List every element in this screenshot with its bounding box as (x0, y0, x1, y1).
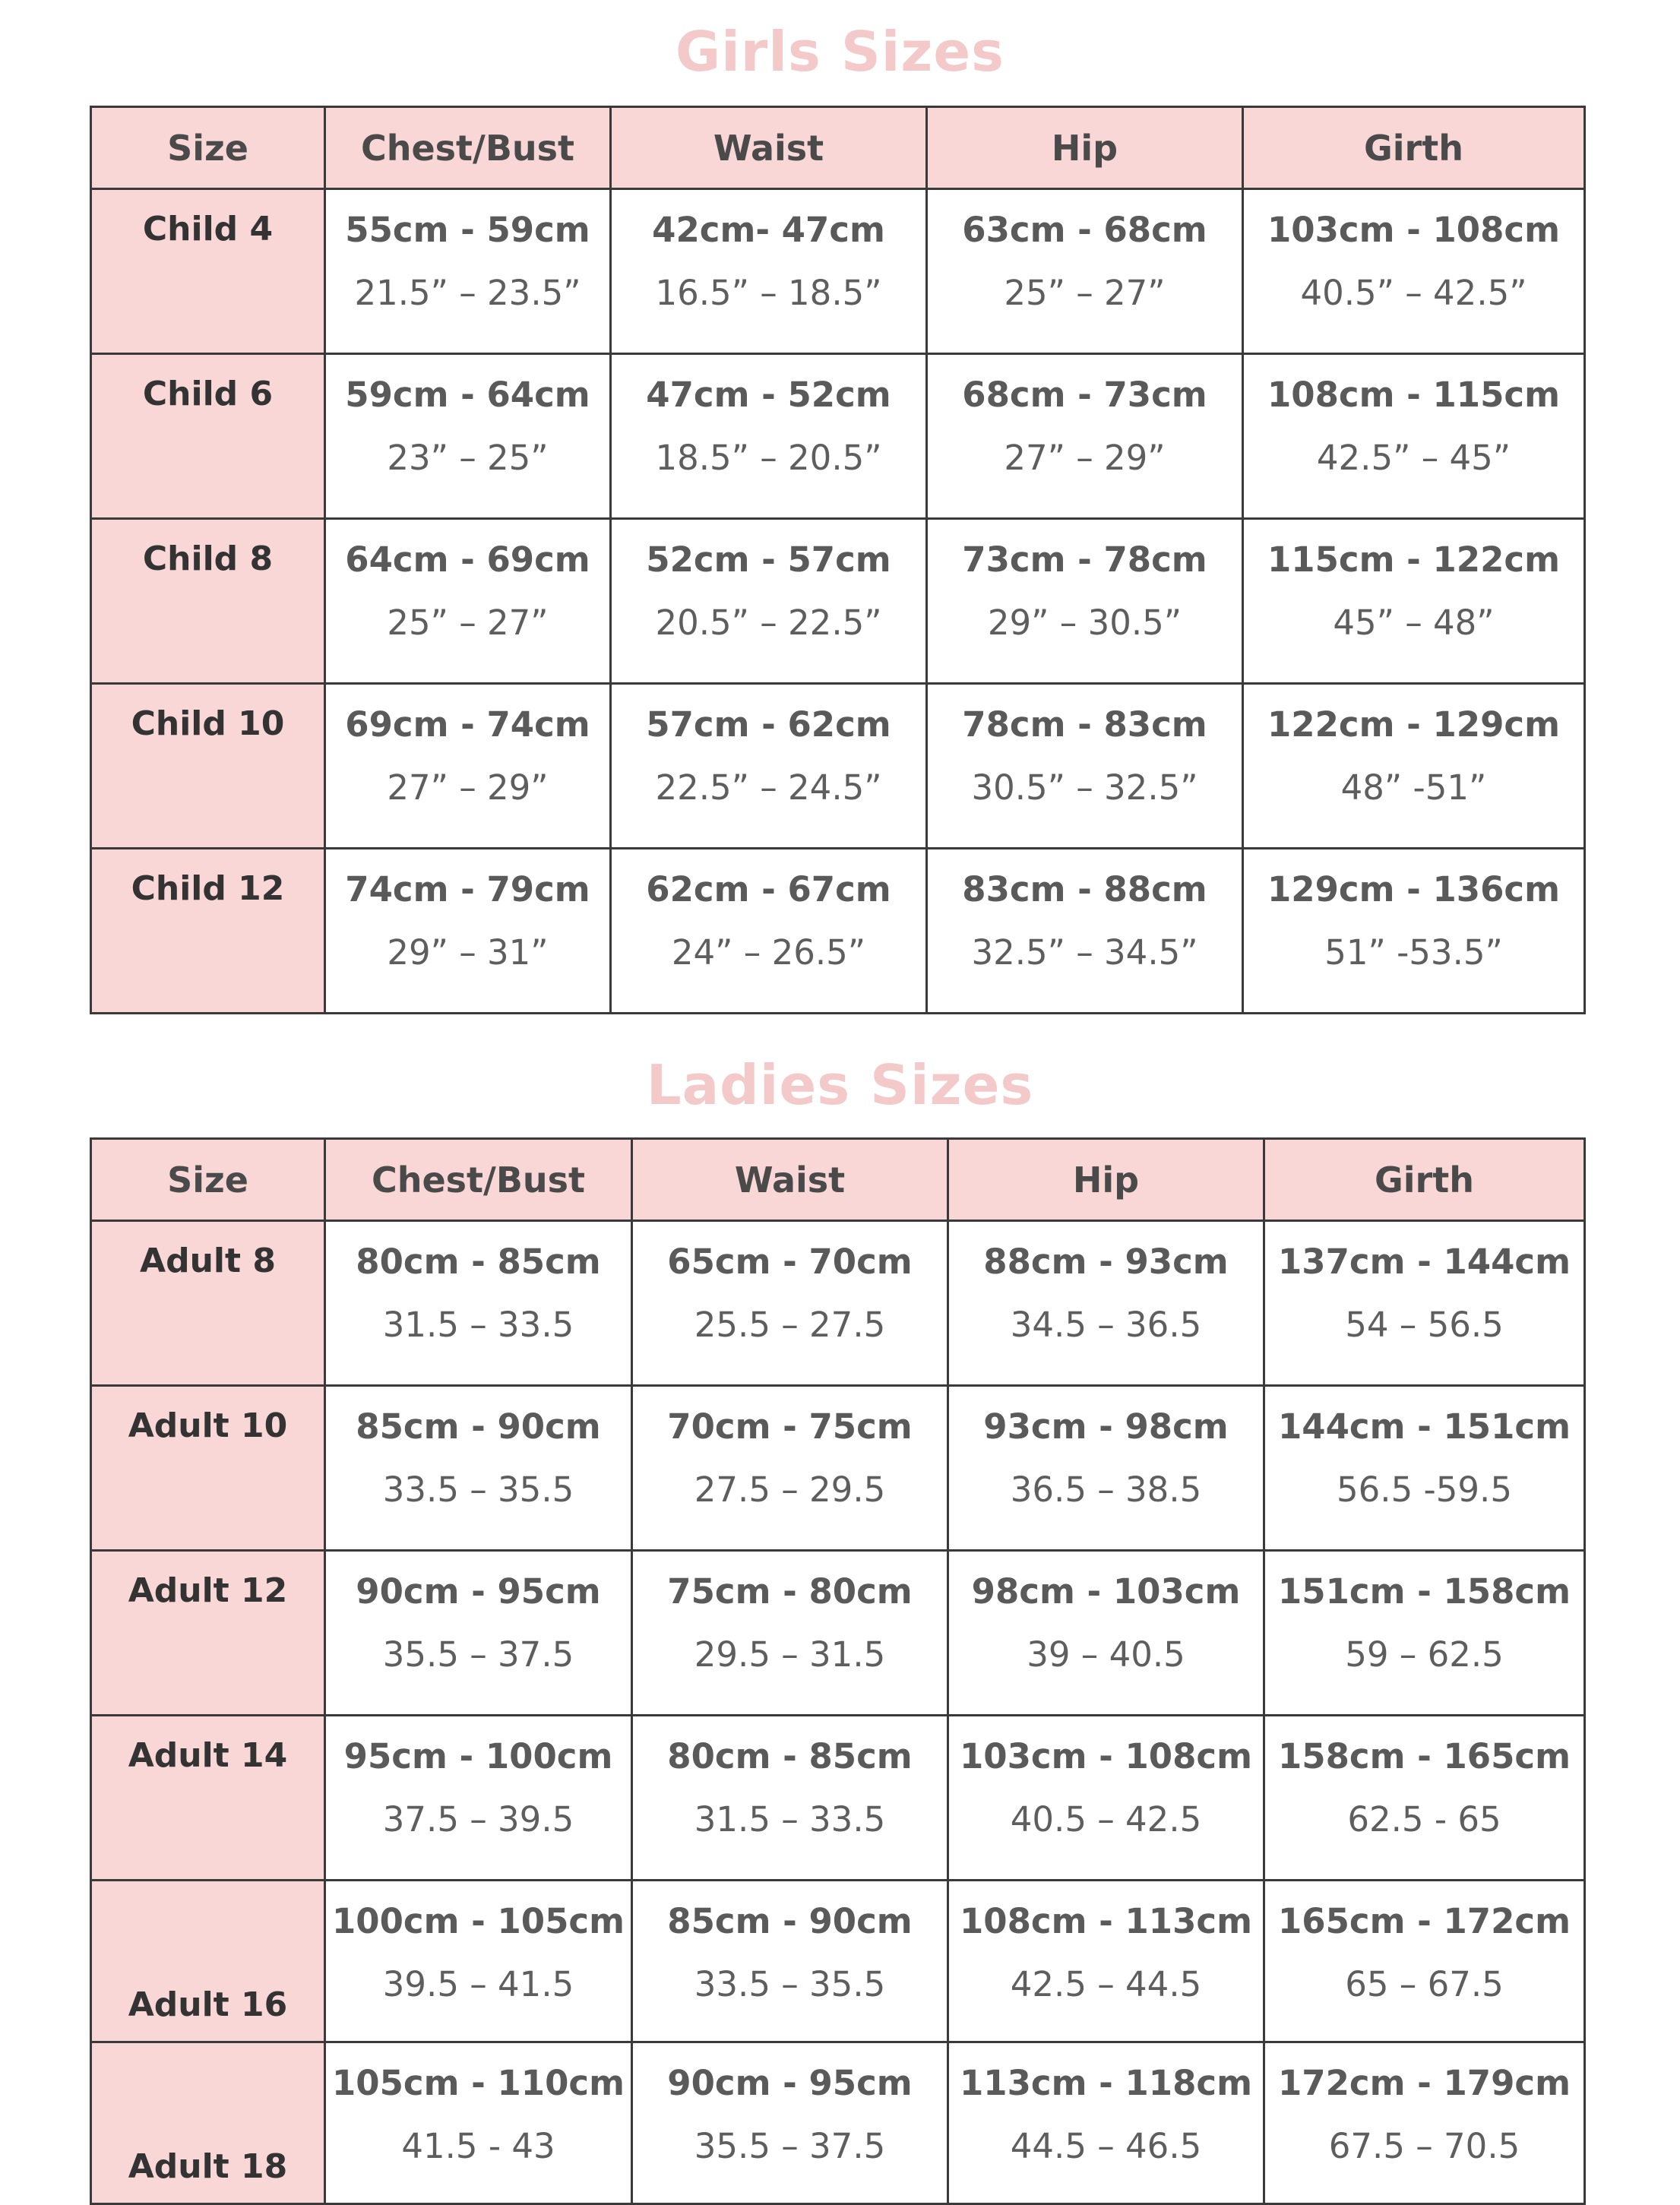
chest-bust-cell (325, 1881, 632, 2042)
table-header-row (91, 1139, 1585, 1221)
chest-bust-cell (325, 1716, 632, 1881)
girth-inch-value: 56.5 -59.5 (1337, 1469, 1512, 1510)
hip-inch-value: 39 – 40.5 (1027, 1634, 1185, 1675)
chest-bust-inch-value: 25” – 27” (387, 603, 549, 643)
waist-cm-value: 85cm - 90cm (667, 1901, 913, 1941)
waist-cell (611, 354, 927, 519)
waist-cm-value: 57cm - 62cm (646, 704, 891, 745)
header-size: Size (91, 107, 325, 189)
girth-inch-value: 62.5 - 65 (1347, 1799, 1501, 1840)
size-label: Child 10 (91, 684, 325, 849)
waist-inch-value: 35.5 – 37.5 (694, 2126, 886, 2166)
hip-inch-value: 44.5 – 46.5 (1010, 2126, 1202, 2166)
hip-cell (948, 2042, 1264, 2204)
waist-inch-value: 20.5” – 22.5” (655, 603, 882, 643)
waist-cell (611, 189, 927, 354)
waist-cell (632, 1221, 948, 1386)
table-row (91, 1716, 1585, 1881)
size-label: Adult 14 (91, 1716, 325, 1881)
hip-cell (948, 1551, 1264, 1716)
chest-bust-cm-value: 64cm - 69cm (345, 539, 590, 580)
waist-cell (632, 1881, 948, 2042)
chest-bust-cm-value: 100cm - 105cm (331, 1901, 625, 1941)
header-waist: Waist (611, 107, 927, 189)
waist-cm-value: 47cm - 52cm (646, 375, 891, 415)
header-girth: Girth (1243, 107, 1585, 189)
chest-bust-inch-value: 39.5 – 41.5 (382, 1964, 574, 2004)
chest-bust-cell (325, 189, 611, 354)
waist-inch-value: 27.5 – 29.5 (694, 1469, 886, 1510)
header-waist: Waist (632, 1139, 948, 1221)
size-label: Child 4 (91, 189, 325, 354)
girth-inch-value: 40.5” – 42.5” (1300, 273, 1527, 313)
girth-cm-value: 137cm - 144cm (1277, 1242, 1571, 1282)
girth-cm-value: 151cm - 158cm (1277, 1571, 1571, 1612)
hip-cm-value: 83cm - 88cm (962, 869, 1207, 910)
waist-cell (632, 2042, 948, 2204)
size-label: Adult 18 (91, 2042, 325, 2204)
waist-inch-value: 16.5” – 18.5” (655, 273, 882, 313)
girth-cm-value: 158cm - 165cm (1277, 1736, 1571, 1776)
hip-cm-value: 88cm - 93cm (983, 1242, 1229, 1282)
waist-cm-value: 70cm - 75cm (667, 1406, 913, 1447)
hip-inch-value: 34.5 – 36.5 (1010, 1305, 1202, 1345)
hip-inch-value: 30.5” – 32.5” (971, 767, 1198, 808)
size-label: Child 12 (91, 849, 325, 1014)
girth-cm-value: 144cm - 151cm (1277, 1406, 1571, 1447)
ladies-size-table (90, 1137, 1586, 2205)
girth-inch-value: 42.5” – 45” (1316, 438, 1511, 478)
girls-size-table (90, 106, 1586, 1014)
waist-cm-value: 90cm - 95cm (667, 2063, 913, 2103)
hip-cm-value: 63cm - 68cm (962, 210, 1207, 250)
ladies-sizes-title: Ladies Sizes (646, 1053, 1034, 1117)
waist-cm-value: 75cm - 80cm (667, 1571, 913, 1612)
hip-cm-value: 98cm - 103cm (971, 1571, 1241, 1612)
header-girth: Girth (1264, 1139, 1585, 1221)
hip-cm-value: 113cm - 118cm (959, 2063, 1252, 2103)
chest-bust-cell (325, 849, 611, 1014)
size-label: Child 8 (91, 519, 325, 684)
waist-cm-value: 52cm - 57cm (646, 539, 891, 580)
girth-cm-value: 108cm - 115cm (1267, 375, 1560, 415)
table-row (91, 354, 1585, 519)
header-chest-bust: Chest/Bust (325, 1139, 632, 1221)
girth-cell (1264, 1221, 1585, 1386)
size-label: Adult 10 (91, 1386, 325, 1551)
girth-cm-value: 122cm - 129cm (1267, 704, 1560, 745)
chest-bust-cell (325, 2042, 632, 2204)
table-row (91, 1551, 1585, 1716)
chest-bust-inch-value: 37.5 – 39.5 (382, 1799, 574, 1840)
hip-cm-value: 78cm - 83cm (962, 704, 1207, 745)
hip-cell (927, 519, 1243, 684)
waist-inch-value: 22.5” – 24.5” (655, 767, 882, 808)
chest-bust-cm-value: 74cm - 79cm (345, 869, 590, 910)
header-hip: Hip (927, 107, 1243, 189)
hip-inch-value: 36.5 – 38.5 (1010, 1469, 1202, 1510)
waist-cell (632, 1386, 948, 1551)
chest-bust-cell (325, 1386, 632, 1551)
girls-sizes-title: Girls Sizes (675, 20, 1005, 84)
waist-inch-value: 18.5” – 20.5” (655, 438, 882, 478)
girth-cell (1243, 519, 1585, 684)
girth-cell (1264, 2042, 1585, 2204)
hip-inch-value: 29” – 30.5” (987, 603, 1182, 643)
hip-cm-value: 73cm - 78cm (962, 539, 1207, 580)
waist-cell (611, 684, 927, 849)
girth-cm-value: 172cm - 179cm (1277, 2063, 1571, 2103)
waist-cm-value: 42cm- 47cm (652, 210, 885, 250)
table-row (91, 1881, 1585, 2042)
waist-cell (611, 849, 927, 1014)
hip-cell (927, 684, 1243, 849)
chest-bust-inch-value: 21.5” – 23.5” (354, 273, 581, 313)
chest-bust-cell (325, 354, 611, 519)
waist-cell (632, 1551, 948, 1716)
girth-cell (1243, 684, 1585, 849)
table-header-row (91, 107, 1585, 189)
size-label: Adult 12 (91, 1551, 325, 1716)
hip-cell (927, 354, 1243, 519)
chest-bust-cm-value: 69cm - 74cm (345, 704, 590, 745)
girth-cell (1264, 1716, 1585, 1881)
hip-inch-value: 42.5 – 44.5 (1010, 1964, 1202, 2004)
girth-cm-value: 165cm - 172cm (1277, 1901, 1571, 1941)
table-row (91, 2042, 1585, 2204)
table-row (91, 684, 1585, 849)
hip-cm-value: 108cm - 113cm (959, 1901, 1252, 1941)
table-row (91, 1386, 1585, 1551)
chest-bust-inch-value: 41.5 - 43 (401, 2126, 555, 2166)
hip-cm-value: 93cm - 98cm (983, 1406, 1229, 1447)
hip-cm-value: 103cm - 108cm (959, 1736, 1252, 1776)
chest-bust-cm-value: 85cm - 90cm (356, 1406, 601, 1447)
girth-cm-value: 115cm - 122cm (1267, 539, 1560, 580)
hip-inch-value: 25” – 27” (1004, 273, 1166, 313)
chest-bust-inch-value: 27” – 29” (387, 767, 549, 808)
hip-cm-value: 68cm - 73cm (962, 375, 1207, 415)
header-chest-bust: Chest/Bust (325, 107, 611, 189)
chest-bust-cm-value: 80cm - 85cm (356, 1242, 601, 1282)
girth-cell (1264, 1386, 1585, 1551)
girth-inch-value: 67.5 – 70.5 (1328, 2126, 1520, 2166)
chest-bust-cm-value: 59cm - 64cm (345, 375, 590, 415)
table-row (91, 519, 1585, 684)
chest-bust-inch-value: 33.5 – 35.5 (382, 1469, 574, 1510)
hip-inch-value: 40.5 – 42.5 (1010, 1799, 1202, 1840)
waist-cell (611, 519, 927, 684)
girth-inch-value: 45” – 48” (1333, 603, 1495, 643)
chest-bust-cm-value: 55cm - 59cm (345, 210, 590, 250)
girth-cell (1243, 354, 1585, 519)
chest-bust-cell (325, 1551, 632, 1716)
chest-bust-cell (325, 519, 611, 684)
waist-inch-value: 24” – 26.5” (671, 932, 866, 973)
size-label: Child 6 (91, 354, 325, 519)
hip-inch-value: 32.5” – 34.5” (971, 932, 1198, 973)
girth-inch-value: 48” -51” (1340, 767, 1487, 808)
table-row (91, 189, 1585, 354)
girth-cm-value: 129cm - 136cm (1267, 869, 1560, 910)
girth-cm-value: 103cm - 108cm (1267, 210, 1560, 250)
chest-bust-inch-value: 35.5 – 37.5 (382, 1634, 574, 1675)
header-hip: Hip (948, 1139, 1264, 1221)
hip-cell (948, 1716, 1264, 1881)
chest-bust-cell (325, 1221, 632, 1386)
hip-cell (948, 1221, 1264, 1386)
chest-bust-cm-value: 90cm - 95cm (356, 1571, 601, 1612)
girth-cell (1264, 1551, 1585, 1716)
chest-bust-inch-value: 31.5 – 33.5 (382, 1305, 574, 1345)
chest-bust-cm-value: 105cm - 110cm (331, 2063, 625, 2103)
waist-cm-value: 65cm - 70cm (667, 1242, 913, 1282)
waist-cell (632, 1716, 948, 1881)
girth-inch-value: 59 – 62.5 (1345, 1634, 1504, 1675)
table-row (91, 1221, 1585, 1386)
waist-cm-value: 80cm - 85cm (667, 1736, 913, 1776)
hip-inch-value: 27” – 29” (1004, 438, 1166, 478)
girth-cell (1243, 189, 1585, 354)
waist-inch-value: 29.5 – 31.5 (694, 1634, 886, 1675)
chest-bust-cm-value: 95cm - 100cm (343, 1736, 613, 1776)
hip-cell (948, 1881, 1264, 2042)
table-row (91, 849, 1585, 1014)
waist-cm-value: 62cm - 67cm (646, 869, 891, 910)
waist-inch-value: 31.5 – 33.5 (694, 1799, 886, 1840)
girth-inch-value: 51” -53.5” (1324, 932, 1503, 973)
chest-bust-inch-value: 23” – 25” (387, 438, 549, 478)
chest-bust-inch-value: 29” – 31” (387, 932, 549, 973)
girth-cell (1264, 1881, 1585, 2042)
waist-inch-value: 25.5 – 27.5 (694, 1305, 886, 1345)
hip-cell (927, 849, 1243, 1014)
header-size: Size (91, 1139, 325, 1221)
girth-cell (1243, 849, 1585, 1014)
girth-inch-value: 54 – 56.5 (1345, 1305, 1504, 1345)
girth-inch-value: 65 – 67.5 (1345, 1964, 1504, 2004)
hip-cell (948, 1386, 1264, 1551)
size-label: Adult 16 (91, 1881, 325, 2042)
hip-cell (927, 189, 1243, 354)
waist-inch-value: 33.5 – 35.5 (694, 1964, 886, 2004)
size-label: Adult 8 (91, 1221, 325, 1386)
chest-bust-cell (325, 684, 611, 849)
